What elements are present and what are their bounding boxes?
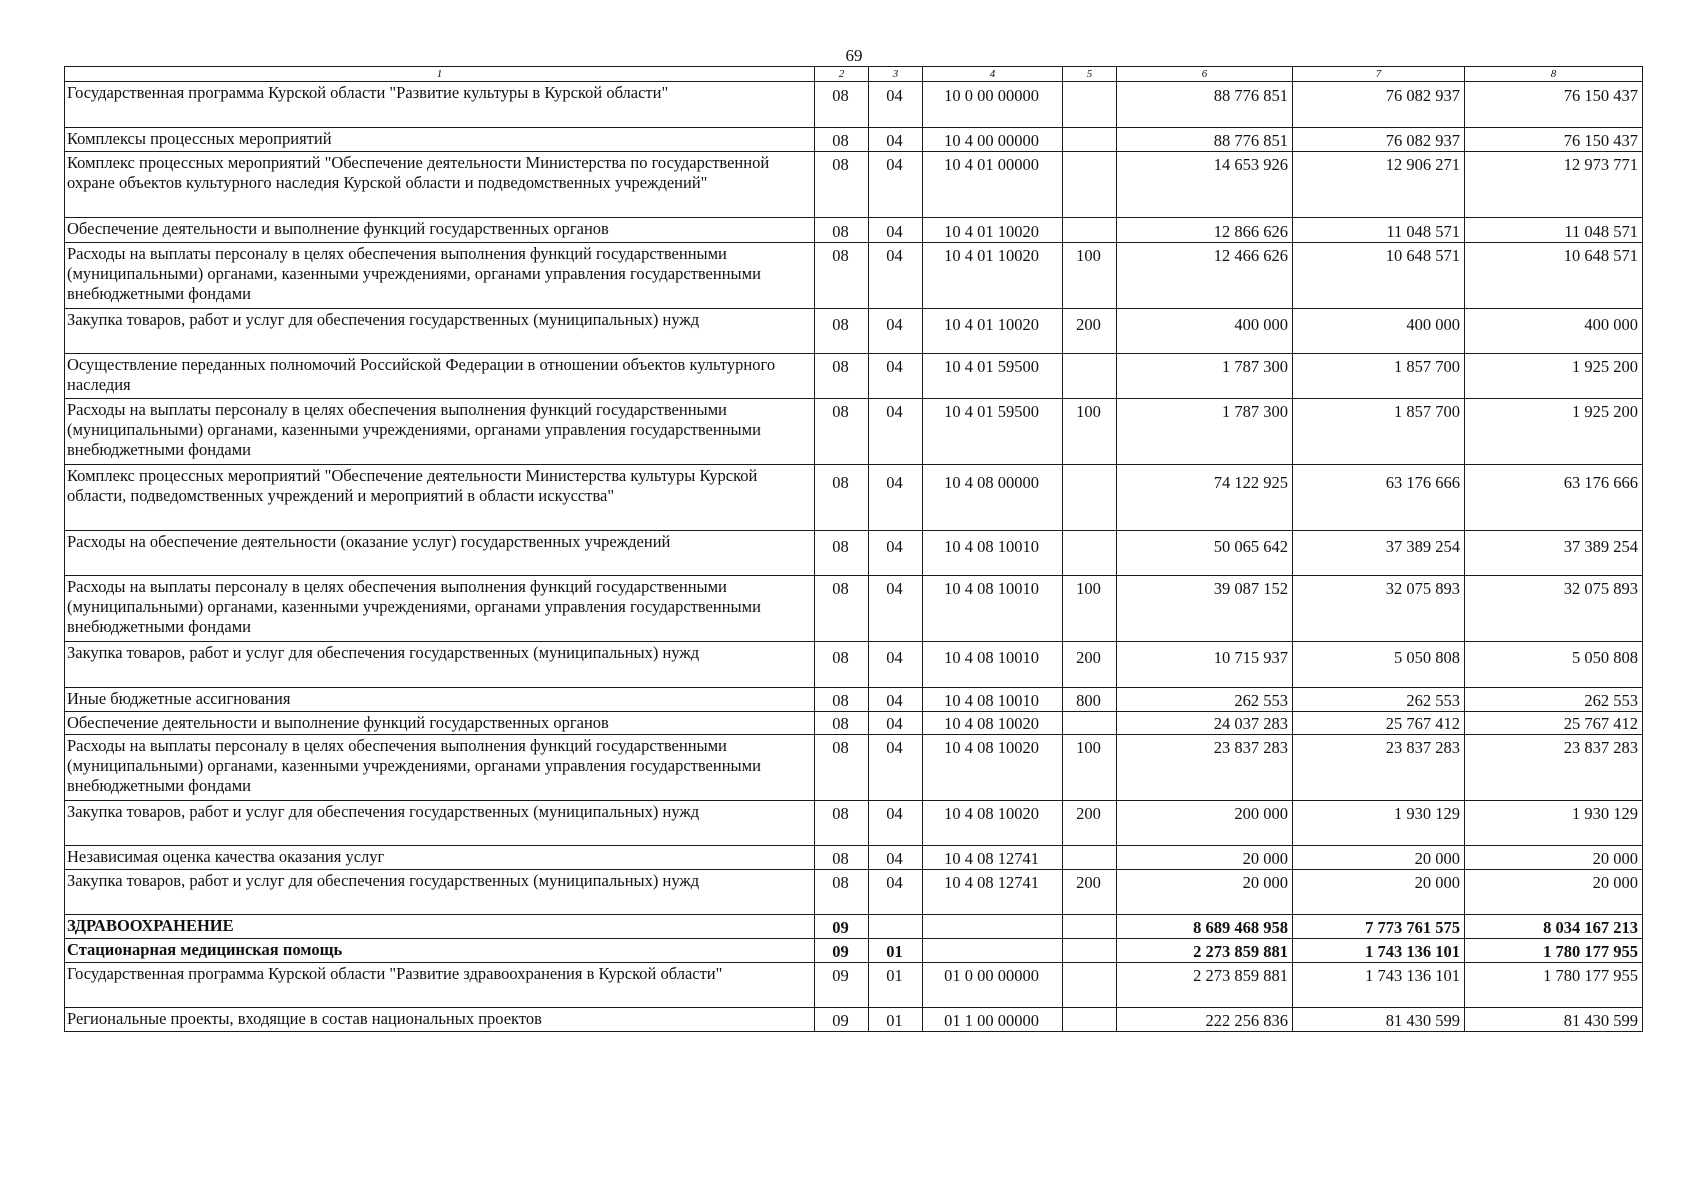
amount-col8-cell: 400 000	[1465, 309, 1643, 354]
section-code-cell: 08	[815, 846, 869, 870]
expense-type-cell	[1063, 152, 1117, 218]
amount-col7-cell: 1 743 136 101	[1293, 939, 1465, 963]
amount-col7-cell: 7 773 761 575	[1293, 915, 1465, 939]
column-number: 5	[1063, 67, 1117, 82]
table-row	[65, 688, 1643, 712]
table-row	[65, 309, 1643, 354]
section-code-cell: 08	[815, 309, 869, 354]
amount-col7-cell: 63 176 666	[1293, 465, 1465, 531]
table-row	[65, 712, 1643, 735]
section-code-cell: 08	[815, 531, 869, 576]
row-name-cell: Расходы на выплаты персоналу в целях обеспечения выполнения функций государственными (муниципальными) органами, казенными учреждениями, органами управления государственными внебюджетными фондами	[65, 399, 815, 465]
subsection-code-cell: 04	[869, 309, 923, 354]
row-name-cell: Осуществление переданных полномочий Российской Федерации в отношении объектов культурного наследия	[65, 354, 815, 399]
amount-col7-cell: 20 000	[1293, 846, 1465, 870]
row-name-cell: Закупка товаров, работ и услуг для обеспечения государственных (муниципальных) нужд	[65, 642, 815, 688]
table-row	[65, 218, 1643, 243]
row-name-cell: Государственная программа Курской области "Развитие культуры в Курской области"	[65, 82, 815, 128]
amount-col7-cell: 1 930 129	[1293, 801, 1465, 846]
subsection-code-cell: 04	[869, 846, 923, 870]
section-code-cell: 08	[815, 735, 869, 801]
section-code-cell: 08	[815, 688, 869, 712]
subsection-code-cell: 04	[869, 243, 923, 309]
target-item-cell: 10 4 08 10010	[923, 531, 1063, 576]
subsection-code-cell: 04	[869, 735, 923, 801]
table-row	[65, 915, 1643, 939]
subsection-code-cell: 04	[869, 465, 923, 531]
subsection-code-cell: 04	[869, 801, 923, 846]
amount-col6-cell: 200 000	[1117, 801, 1293, 846]
table-row	[65, 1008, 1643, 1032]
target-item-cell: 10 4 08 12741	[923, 870, 1063, 915]
amount-col7-cell: 1 857 700	[1293, 354, 1465, 399]
column-number: 8	[1465, 67, 1643, 82]
amount-col7-cell: 76 082 937	[1293, 128, 1465, 152]
amount-col8-cell: 1 780 177 955	[1465, 939, 1643, 963]
target-item-cell: 10 4 00 00000	[923, 128, 1063, 152]
column-number-header	[65, 67, 1643, 82]
section-code-cell: 08	[815, 801, 869, 846]
amount-col8-cell: 12 973 771	[1465, 152, 1643, 218]
section-code-cell: 08	[815, 218, 869, 243]
target-item-cell	[923, 939, 1063, 963]
target-item-cell: 10 4 01 10020	[923, 218, 1063, 243]
amount-col6-cell: 1 787 300	[1117, 399, 1293, 465]
page-number: 69	[845, 46, 863, 65]
amount-col6-cell: 20 000	[1117, 846, 1293, 870]
target-item-cell: 01 0 00 00000	[923, 963, 1063, 1008]
expense-type-cell: 100	[1063, 243, 1117, 309]
amount-col7-cell: 400 000	[1293, 309, 1465, 354]
row-name-cell: Расходы на выплаты персоналу в целях обеспечения выполнения функций государственными (муниципальными) органами, казенными учреждениями, органами управления государственными внебюджетными фондами	[65, 576, 815, 642]
subsection-code-cell: 04	[869, 870, 923, 915]
amount-col8-cell: 81 430 599	[1465, 1008, 1643, 1032]
section-code-cell: 08	[815, 712, 869, 735]
amount-col8-cell: 63 176 666	[1465, 465, 1643, 531]
amount-col8-cell: 1 930 129	[1465, 801, 1643, 846]
budget-table	[64, 66, 1643, 1032]
subsection-code-cell: 01	[869, 939, 923, 963]
table-row	[65, 152, 1643, 218]
target-item-cell: 10 4 01 10020	[923, 309, 1063, 354]
row-name-cell: Закупка товаров, работ и услуг для обеспечения государственных (муниципальных) нужд	[65, 309, 815, 354]
amount-col7-cell: 262 553	[1293, 688, 1465, 712]
expense-type-cell: 200	[1063, 870, 1117, 915]
section-code-cell: 08	[815, 642, 869, 688]
amount-col7-cell: 12 906 271	[1293, 152, 1465, 218]
amount-col7-cell: 1 857 700	[1293, 399, 1465, 465]
amount-col8-cell: 8 034 167 213	[1465, 915, 1643, 939]
target-item-cell: 10 4 08 10020	[923, 735, 1063, 801]
target-item-cell: 10 4 01 59500	[923, 399, 1063, 465]
amount-col6-cell: 74 122 925	[1117, 465, 1293, 531]
amount-col6-cell: 20 000	[1117, 870, 1293, 915]
amount-col8-cell: 5 050 808	[1465, 642, 1643, 688]
row-name-cell: Расходы на выплаты персоналу в целях обеспечения выполнения функций государственными (муниципальными) органами, казенными учреждениями, органами управления государственными внебюджетными фондами	[65, 243, 815, 309]
amount-col8-cell: 262 553	[1465, 688, 1643, 712]
table-row	[65, 128, 1643, 152]
row-name-cell: Обеспечение деятельности и выполнение функций государственных органов	[65, 712, 815, 735]
column-number: 2	[815, 67, 869, 82]
row-name-cell: Комплексы процессных мероприятий	[65, 128, 815, 152]
table-row	[65, 735, 1643, 801]
amount-col8-cell: 23 837 283	[1465, 735, 1643, 801]
row-name-cell: ЗДРАВООХРАНЕНИЕ	[65, 915, 815, 939]
target-item-cell: 10 4 08 10010	[923, 576, 1063, 642]
table-row	[65, 642, 1643, 688]
amount-col7-cell: 5 050 808	[1293, 642, 1465, 688]
amount-col8-cell: 76 150 437	[1465, 128, 1643, 152]
expense-type-cell: 800	[1063, 688, 1117, 712]
section-code-cell: 08	[815, 152, 869, 218]
section-code-cell: 09	[815, 939, 869, 963]
subsection-code-cell: 04	[869, 688, 923, 712]
row-name-cell: Стационарная медицинская помощь	[65, 939, 815, 963]
section-code-cell: 08	[815, 870, 869, 915]
expense-type-cell: 100	[1063, 576, 1117, 642]
amount-col7-cell: 10 648 571	[1293, 243, 1465, 309]
amount-col8-cell: 1 780 177 955	[1465, 963, 1643, 1008]
section-code-cell: 08	[815, 399, 869, 465]
subsection-code-cell: 04	[869, 399, 923, 465]
section-code-cell: 08	[815, 128, 869, 152]
subsection-code-cell	[869, 915, 923, 939]
amount-col6-cell: 23 837 283	[1117, 735, 1293, 801]
amount-col6-cell: 39 087 152	[1117, 576, 1293, 642]
table-row	[65, 82, 1643, 128]
expense-type-cell	[1063, 712, 1117, 735]
section-code-cell: 09	[815, 963, 869, 1008]
expense-type-cell	[1063, 846, 1117, 870]
expense-type-cell: 100	[1063, 735, 1117, 801]
amount-col7-cell: 1 743 136 101	[1293, 963, 1465, 1008]
amount-col8-cell: 76 150 437	[1465, 82, 1643, 128]
amount-col8-cell: 11 048 571	[1465, 218, 1643, 243]
target-item-cell: 01 1 00 00000	[923, 1008, 1063, 1032]
amount-col6-cell: 10 715 937	[1117, 642, 1293, 688]
table-row	[65, 963, 1643, 1008]
table-row	[65, 531, 1643, 576]
amount-col7-cell: 20 000	[1293, 870, 1465, 915]
subsection-code-cell: 04	[869, 82, 923, 128]
subsection-code-cell: 04	[869, 152, 923, 218]
amount-col6-cell: 2 273 859 881	[1117, 963, 1293, 1008]
expense-type-cell	[1063, 128, 1117, 152]
expense-type-cell	[1063, 939, 1117, 963]
amount-col6-cell: 24 037 283	[1117, 712, 1293, 735]
expense-type-cell	[1063, 354, 1117, 399]
expense-type-cell	[1063, 465, 1117, 531]
amount-col6-cell: 88 776 851	[1117, 128, 1293, 152]
subsection-code-cell: 01	[869, 1008, 923, 1032]
table-row	[65, 939, 1643, 963]
expense-type-cell: 200	[1063, 642, 1117, 688]
row-name-cell: Государственная программа Курской области "Развитие здравоохранения в Курской области"	[65, 963, 815, 1008]
amount-col6-cell: 8 689 468 958	[1117, 915, 1293, 939]
row-name-cell: Комплекс процессных мероприятий "Обеспечение деятельности Министерства по государственной охране объектов культурного наследия Курской области и подведомственных учреждений"	[65, 152, 815, 218]
amount-col8-cell: 37 389 254	[1465, 531, 1643, 576]
table-body	[65, 82, 1643, 1032]
row-name-cell: Расходы на обеспечение деятельности (оказание услуг) государственных учреждений	[65, 531, 815, 576]
subsection-code-cell: 04	[869, 531, 923, 576]
target-item-cell: 10 4 08 10020	[923, 801, 1063, 846]
expense-type-cell	[1063, 82, 1117, 128]
target-item-cell: 10 0 00 00000	[923, 82, 1063, 128]
amount-col6-cell: 12 466 626	[1117, 243, 1293, 309]
section-code-cell: 08	[815, 354, 869, 399]
amount-col7-cell: 25 767 412	[1293, 712, 1465, 735]
target-item-cell: 10 4 08 10010	[923, 688, 1063, 712]
amount-col8-cell: 1 925 200	[1465, 399, 1643, 465]
expense-type-cell	[1063, 915, 1117, 939]
subsection-code-cell: 04	[869, 354, 923, 399]
expense-type-cell	[1063, 531, 1117, 576]
amount-col8-cell: 20 000	[1465, 870, 1643, 915]
table-row	[65, 801, 1643, 846]
amount-col6-cell: 50 065 642	[1117, 531, 1293, 576]
column-number: 4	[923, 67, 1063, 82]
expense-type-cell	[1063, 1008, 1117, 1032]
amount-col6-cell: 1 787 300	[1117, 354, 1293, 399]
expense-type-cell: 100	[1063, 399, 1117, 465]
amount-col8-cell: 25 767 412	[1465, 712, 1643, 735]
row-name-cell: Независимая оценка качества оказания услуг	[65, 846, 815, 870]
subsection-code-cell: 01	[869, 963, 923, 1008]
section-code-cell: 09	[815, 915, 869, 939]
table-row	[65, 465, 1643, 531]
table-row	[65, 846, 1643, 870]
column-number: 6	[1117, 67, 1293, 82]
amount-col8-cell: 10 648 571	[1465, 243, 1643, 309]
column-number: 7	[1293, 67, 1465, 82]
target-item-cell: 10 4 01 10020	[923, 243, 1063, 309]
section-code-cell: 08	[815, 243, 869, 309]
amount-col6-cell: 400 000	[1117, 309, 1293, 354]
amount-col7-cell: 76 082 937	[1293, 82, 1465, 128]
target-item-cell: 10 4 08 00000	[923, 465, 1063, 531]
table-row	[65, 399, 1643, 465]
subsection-code-cell: 04	[869, 712, 923, 735]
subsection-code-cell: 04	[869, 218, 923, 243]
expense-type-cell	[1063, 218, 1117, 243]
amount-col7-cell: 11 048 571	[1293, 218, 1465, 243]
expense-type-cell	[1063, 963, 1117, 1008]
target-item-cell: 10 4 08 10010	[923, 642, 1063, 688]
target-item-cell: 10 4 08 10020	[923, 712, 1063, 735]
target-item-cell: 10 4 08 12741	[923, 846, 1063, 870]
amount-col6-cell: 222 256 836	[1117, 1008, 1293, 1032]
table-row	[65, 243, 1643, 309]
row-name-cell: Расходы на выплаты персоналу в целях обеспечения выполнения функций государственными (муниципальными) органами, казенными учреждениями, органами управления государственными внебюджетными фондами	[65, 735, 815, 801]
table-row	[65, 870, 1643, 915]
row-name-cell: Иные бюджетные ассигнования	[65, 688, 815, 712]
target-item-cell: 10 4 01 00000	[923, 152, 1063, 218]
row-name-cell: Закупка товаров, работ и услуг для обеспечения государственных (муниципальных) нужд	[65, 870, 815, 915]
amount-col8-cell: 32 075 893	[1465, 576, 1643, 642]
section-code-cell: 08	[815, 82, 869, 128]
row-name-cell: Региональные проекты, входящие в состав национальных проектов	[65, 1008, 815, 1032]
subsection-code-cell: 04	[869, 576, 923, 642]
amount-col6-cell: 14 653 926	[1117, 152, 1293, 218]
amount-col8-cell: 20 000	[1465, 846, 1643, 870]
amount-col6-cell: 12 866 626	[1117, 218, 1293, 243]
target-item-cell	[923, 915, 1063, 939]
column-number: 1	[65, 67, 815, 82]
subsection-code-cell: 04	[869, 128, 923, 152]
table-row	[65, 354, 1643, 399]
row-name-cell: Комплекс процессных мероприятий "Обеспечение деятельности Министерства культуры Курской области, подведомственных учреждений и мероприятий в области искусства"	[65, 465, 815, 531]
amount-col6-cell: 2 273 859 881	[1117, 939, 1293, 963]
amount-col6-cell: 88 776 851	[1117, 82, 1293, 128]
row-name-cell: Закупка товаров, работ и услуг для обеспечения государственных (муниципальных) нужд	[65, 801, 815, 846]
expense-type-cell: 200	[1063, 309, 1117, 354]
section-code-cell: 09	[815, 1008, 869, 1032]
amount-col7-cell: 32 075 893	[1293, 576, 1465, 642]
amount-col7-cell: 81 430 599	[1293, 1008, 1465, 1032]
amount-col7-cell: 37 389 254	[1293, 531, 1465, 576]
subsection-code-cell: 04	[869, 642, 923, 688]
column-number: 3	[869, 67, 923, 82]
row-name-cell: Обеспечение деятельности и выполнение функций государственных органов	[65, 218, 815, 243]
amount-col7-cell: 23 837 283	[1293, 735, 1465, 801]
expense-type-cell: 200	[1063, 801, 1117, 846]
amount-col6-cell: 262 553	[1117, 688, 1293, 712]
section-code-cell: 08	[815, 576, 869, 642]
section-code-cell: 08	[815, 465, 869, 531]
table-row	[65, 576, 1643, 642]
target-item-cell: 10 4 01 59500	[923, 354, 1063, 399]
amount-col8-cell: 1 925 200	[1465, 354, 1643, 399]
